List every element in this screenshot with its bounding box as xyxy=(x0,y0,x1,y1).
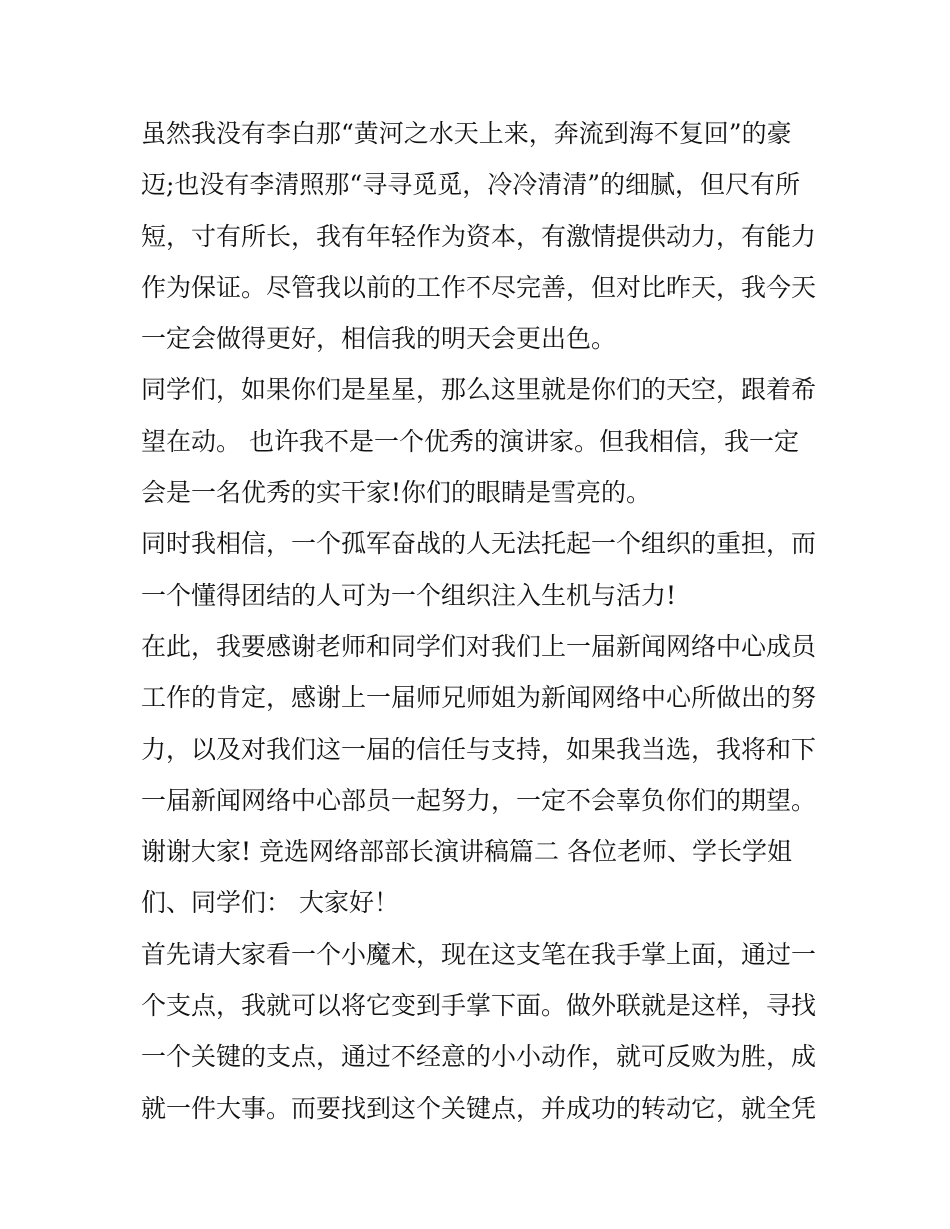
text-line: 迈;也没有李清照那“寻寻觅觅，冷冷清清”的细腻，但尺有所 xyxy=(141,170,800,200)
text-line: 一定会做得更好，相信我的明天会更出色。 xyxy=(141,324,617,354)
body-text xyxy=(141,108,821,1134)
text-line: 工作的肯定，感谢上一届师兄师姐为新闻网络中心所做出的努 xyxy=(141,683,817,713)
text-line: 虽然我没有李白那“黄河之水天上来，奔流到海不复回”的豪 xyxy=(141,119,792,148)
text-line: 一届新闻网络中心部员一起努力，一定不会辜负你们的期望。 xyxy=(141,785,817,815)
text-line: 同学们，如果你们是星星，那么这里就是你们的天空，跟着希 xyxy=(141,375,817,405)
text-line: 同时我相信，一个孤军奋战的人无法托起一个组织的重担，而 xyxy=(141,529,817,559)
text-line: 谢谢大家! 竞选网络部部长演讲稿篇二 各位老师、学长学姐 xyxy=(141,837,792,867)
text-line: 在此，我要感谢老师和同学们对我们上一届新闻网络中心成员 xyxy=(141,631,817,661)
text-line: 望在动。 也许我不是一个优秀的演讲家。但我相信，我一定 xyxy=(141,426,799,456)
text-line: 短，寸有所长，我有年轻作为资本，有激情提供动力，有能力 xyxy=(141,221,817,251)
text-line: 力，以及对我们这一届的信任与支持，如果我当选，我将和下 xyxy=(141,734,817,764)
text-line: 会是一名优秀的实干家!你们的眼睛是雪亮的。 xyxy=(141,478,652,508)
text-line: 一个关键的支点，通过不经意的小小动作，就可反败为胜，成 xyxy=(141,1042,817,1072)
text-line: 作为保证。尽管我以前的工作不尽完善，但对比昨天，我今天 xyxy=(141,272,817,302)
text-line: 首先请大家看一个小魔术，现在这支笔在我手掌上面，通过一 xyxy=(141,939,817,969)
text-line: 一个懂得团结的人可为一个组织注入生机与活力! xyxy=(141,580,677,610)
text-line: 就一件大事。而要找到这个关键点，并成功的转动它，就全凭 xyxy=(141,1093,817,1123)
text-line: 个支点，我就可以将它变到手掌下面。做外联就是这样，寻找 xyxy=(141,991,817,1021)
text-line: 们、同学们： 大家好！ xyxy=(141,888,399,918)
